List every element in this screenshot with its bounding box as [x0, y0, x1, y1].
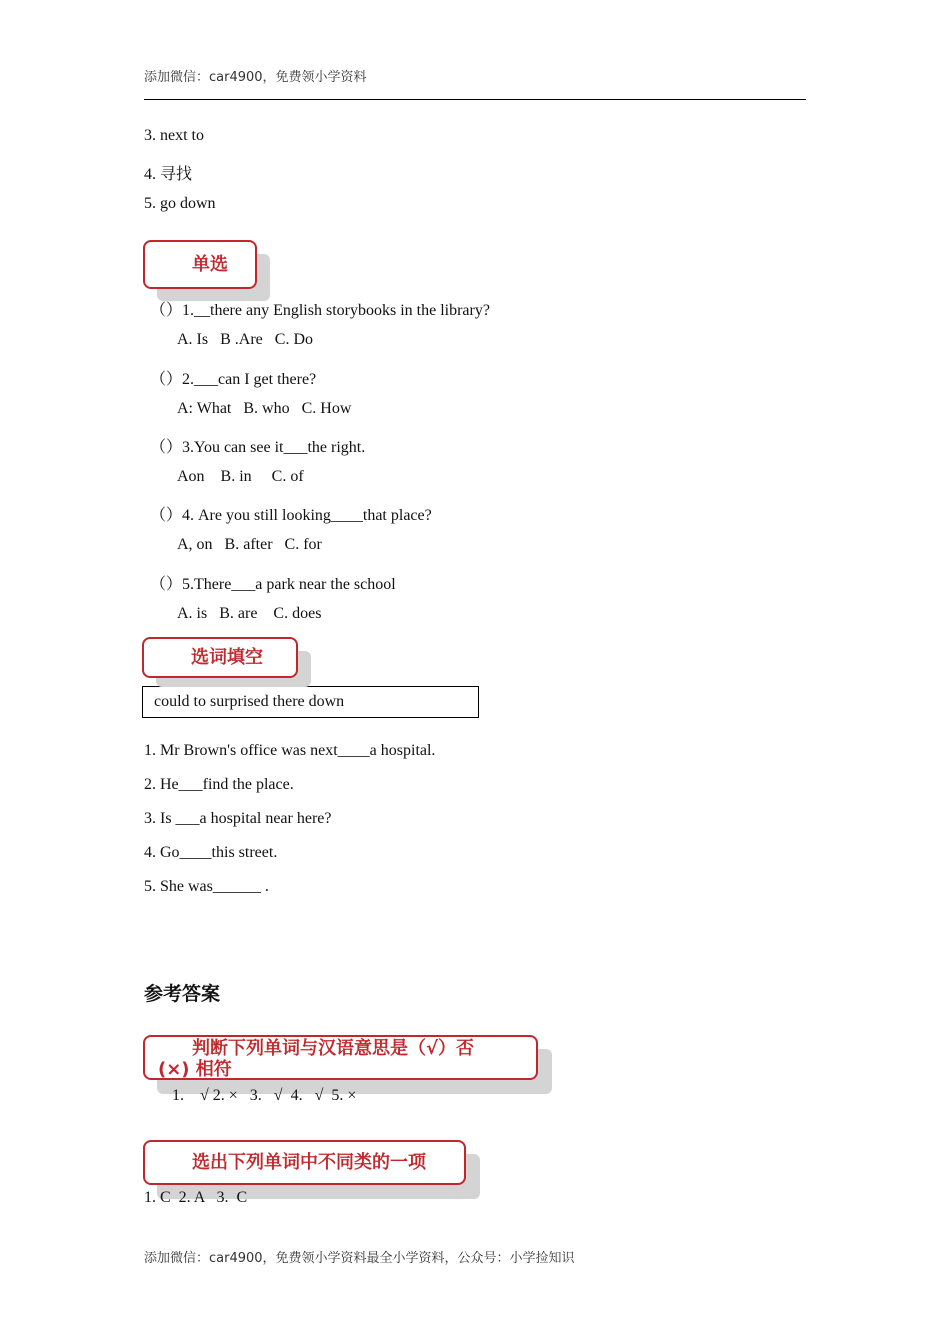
options-1: A. Is B .Are C. Do — [177, 331, 313, 348]
vocab-line-5: 5. go down — [144, 195, 216, 212]
page-footer: 添加微信：car4900，免费领小学资料最全小学资料，公众号：小学捡知识 — [144, 1251, 575, 1266]
question-2: （）2.___can I get there? — [150, 371, 317, 388]
question-3: （）3.You can see it___the right. — [150, 439, 366, 456]
page-header: 添加微信：car4900，免费领小学资料 — [144, 70, 367, 85]
vocab-line-4: 4. 寻找 — [144, 166, 193, 183]
fill-item-3: 3. Is ___a hospital near here? — [144, 810, 332, 827]
section-title-odd-one-out: 选出下列单词中不同类的一项 — [143, 1140, 466, 1185]
section-title-single-choice: 单选 — [143, 240, 257, 289]
judge-title-line1: 判断下列单词与汉语意思是（√）否 — [192, 1038, 475, 1059]
odd-one-answers: 1. C 2. A 3. C — [144, 1189, 248, 1206]
question-5: （）5.There___a park near the school — [150, 576, 396, 593]
fill-item-5: 5. She was______ . — [144, 878, 269, 895]
options-3: Aon B. in C. of — [177, 468, 304, 485]
vocab-line-3: 3. next to — [144, 127, 204, 144]
section-title-fill-words: 选词填空 — [142, 637, 298, 678]
question-4: （）4. Are you still looking____that place? — [150, 507, 432, 524]
fill-item-4: 4. Go____this street. — [144, 844, 278, 861]
options-5: A. is B. are C. does — [177, 605, 322, 622]
options-2: A: What B. who C. How — [177, 400, 352, 417]
judge-answers: 1. √ 2. × 3. √ 4. √ 5. × — [172, 1087, 357, 1104]
judge-title-line2: (×) 相符 — [158, 1059, 232, 1080]
answers-title: 参考答案 — [144, 983, 221, 1005]
section-title-judge — [143, 1035, 538, 1080]
header-divider — [144, 99, 806, 100]
fill-item-1: 1. Mr Brown's office was next____a hospital. — [144, 742, 436, 759]
question-1: （）1.__there any English storybooks in the library? — [150, 302, 490, 319]
options-4: A, on B. after C. for — [177, 536, 322, 553]
fill-item-2: 2. He___find the place. — [144, 776, 294, 793]
word-bank-box: could to surprised there down — [142, 686, 479, 718]
